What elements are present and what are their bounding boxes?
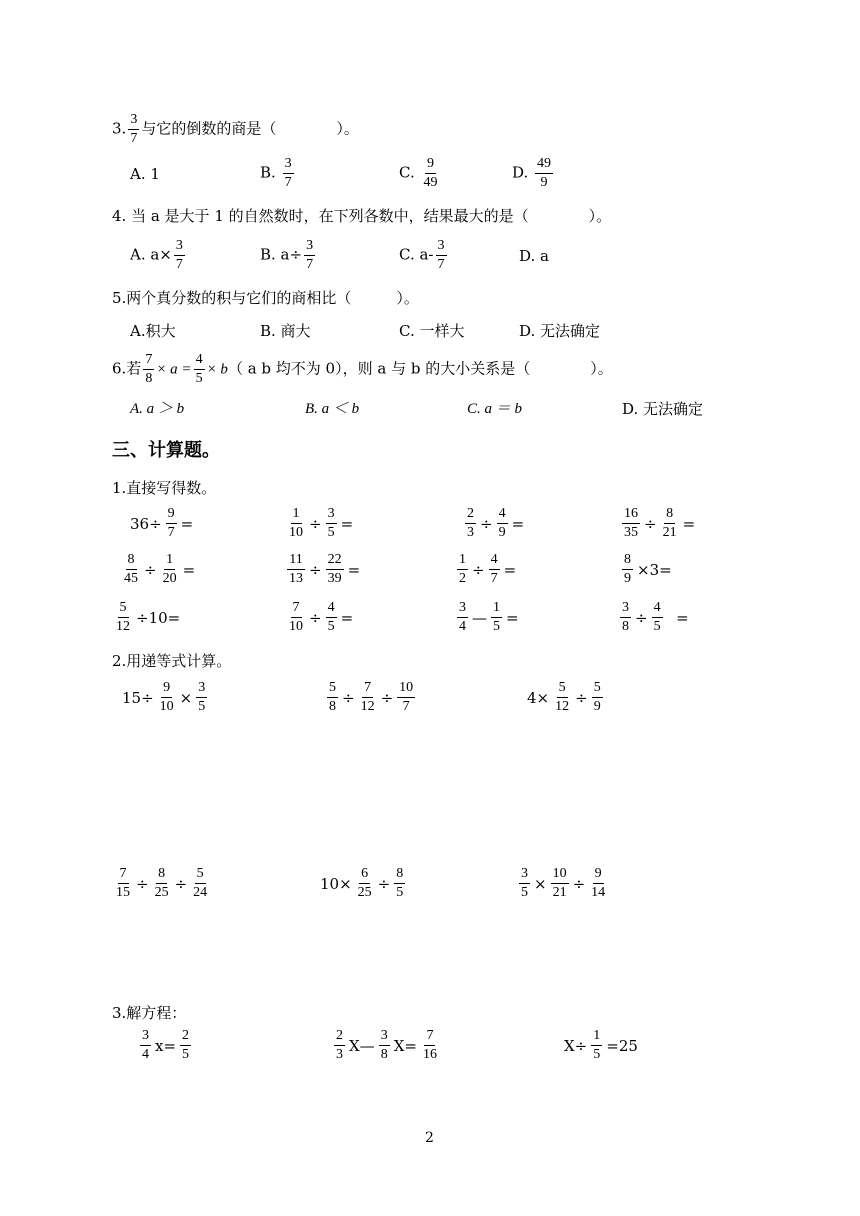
q5-option-d: D. 无法确定 <box>519 322 601 340</box>
q3-option-d: D. $\frac{49}{9}$ <box>512 156 552 190</box>
calc-item: $\frac{8}{9}$ ×3= <box>624 552 672 586</box>
calc-item: $\frac{11}{13}$ ÷ $\frac{22}{39}$ = <box>289 552 361 586</box>
calc-item: $\frac{2}{3}$ ÷ $\frac{4}{9}$ = <box>467 506 525 540</box>
q6-option-d: D. 无法确定 <box>622 400 704 418</box>
q3-option-a: A. 1 <box>130 165 160 183</box>
q5-option-c: C. 一样大 <box>399 322 465 340</box>
q6-option-c: C. a ＝ b <box>467 401 523 417</box>
subsection-1-title: 1.直接写得数。 <box>112 479 217 497</box>
section-heading: 三、计算题。 <box>112 440 220 461</box>
stepwise-item: $\frac{5}{8}$ ÷ $\frac{7}{12}$ ÷ $\frac{10}{7}$ <box>329 680 414 714</box>
q4-stem: 4. 当 a 是大于 1 的自然数时，在下列各数中，结果最大的是（ ）。 <box>112 207 612 225</box>
stepwise-item: 15÷ $\frac{9}{10}$ × $\frac{3}{5}$ <box>122 680 206 714</box>
q3-number: 3. <box>112 119 127 138</box>
q4-option-b: B. a÷ $\frac{3}{7}$ <box>260 238 314 272</box>
calc-item: $\frac{8}{45}$ ÷ $\frac{1}{20}$ = <box>124 552 196 586</box>
equation-item: $\frac{3}{4}$ x= $\frac{2}{5}$ <box>142 1028 190 1062</box>
stepwise-item: $\frac{3}{5}$ × $\frac{10}{21}$ ÷ $\frac{9}{14}$ <box>521 866 606 900</box>
q6-stem: 6.若 $\frac{7}{8}$ × a = $\frac{4}{5}$ × b（ a b 均不为 0），则 a 与 b 的大小关系是（ ）。 <box>112 352 613 386</box>
q4-option-c: C. a- $\frac{3}{7}$ <box>399 238 445 272</box>
q3-stem <box>112 112 359 147</box>
equation-item: $\frac{2}{3}$ X— $\frac{3}{8}$ X= $\frac{7}{16}$ <box>336 1028 437 1062</box>
q5-option-b: B. 商大 <box>260 322 311 340</box>
q3-option-b: B. $\frac{3}{7}$ <box>260 156 292 190</box>
subsection-2-title: 2.用递等式计算。 <box>112 652 232 670</box>
fraction: $\frac{3}{7}$ <box>130 112 138 146</box>
calc-item: $\frac{1}{2}$ ÷ $\frac{4}{7}$ = <box>459 552 517 586</box>
calc-item: $\frac{3}{4}$ — $\frac{1}{5}$ = <box>459 600 519 634</box>
q5-option-a: A.积大 <box>130 322 176 340</box>
q3-option-c: C. $\frac{9}{49}$ <box>399 156 438 190</box>
q4-option-a: A. a× $\frac{3}{7}$ <box>130 238 183 272</box>
q4-option-d: D. a <box>519 247 549 265</box>
calc-item: $\frac{16}{35}$ ÷ $\frac{8}{21}$ = <box>624 506 696 540</box>
equation-item: X÷ $\frac{1}{5}$ =25 <box>564 1028 638 1062</box>
page-number: 2 <box>425 1130 434 1146</box>
calc-item: $\frac{5}{12}$ ÷10= <box>116 600 181 634</box>
calc-item: $\frac{3}{8}$ ÷ $\frac{4}{5}$ = <box>622 600 689 634</box>
calc-item: $\frac{7}{10}$ ÷ $\frac{4}{5}$ = <box>289 600 354 634</box>
q3-text: 与它的倒数的商是（ ）。 <box>141 119 359 138</box>
q5-stem: 5.两个真分数的积与它们的商相比（ ）。 <box>112 289 419 307</box>
stepwise-item: 4× $\frac{5}{12}$ ÷ $\frac{5}{9}$ <box>527 680 601 714</box>
calc-item: 36÷ $\frac{9}{7}$ = <box>130 506 194 540</box>
stepwise-item: 10× $\frac{6}{25}$ ÷ $\frac{8}{5}$ <box>320 866 404 900</box>
calc-item: $\frac{1}{10}$ ÷ $\frac{3}{5}$ = <box>289 506 354 540</box>
subsection-3-title: 3.解方程： <box>112 1004 187 1022</box>
q6-option-a: A. a ＞ b <box>130 401 185 417</box>
q6-option-b: B. a ＜ b <box>305 401 360 417</box>
stepwise-item: $\frac{7}{15}$ ÷ $\frac{8}{25}$ ÷ $\frac{5}{24}$ <box>116 866 208 900</box>
